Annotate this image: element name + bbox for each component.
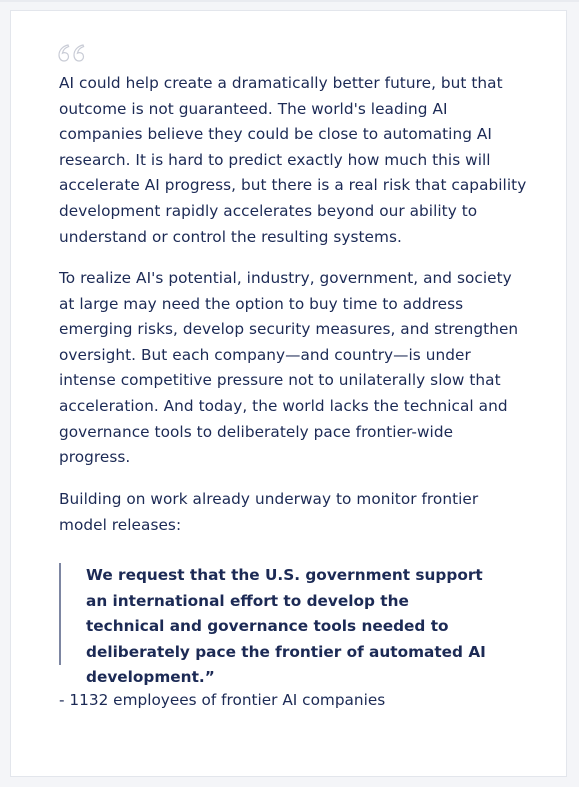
quote-card [10, 10, 567, 777]
intro-paragraph: AI could help create a dramatically better future, but that outcome is not guaranteed. The world's leading AI companies believe they could be close to automating AI research. It is hard to predict exactly how much this will accelerate AI progress, but there is a real risk that capability development rapidly accelerates beyond our ability to understand or control the resulting systems. [59, 74, 527, 246]
attribution: - 1132 employees of frontier AI companies [59, 691, 386, 709]
lead-in-paragraph: Building on work already underway to monitor frontier model releases: [59, 490, 479, 534]
request-blockquote [59, 563, 501, 687]
open-quote-icon [57, 43, 87, 63]
top-divider [0, 0, 579, 2]
context-paragraph: To realize AI's potential, industry, government, and society at large may need the option to buy time to address emerging risks, develop security measures, and strengthen oversight. But each company—and country—is under intense competitive pressure not to unilaterally slow that acceleration. And today, the world lacks the technical and governance tools to deliberately pace frontier-wide progress. [59, 269, 519, 467]
request-text: We request that the U.S. government support an international effort to develop the technical and governance tools needed to deliberately pace the frontier of automated AI development.” [86, 566, 486, 687]
